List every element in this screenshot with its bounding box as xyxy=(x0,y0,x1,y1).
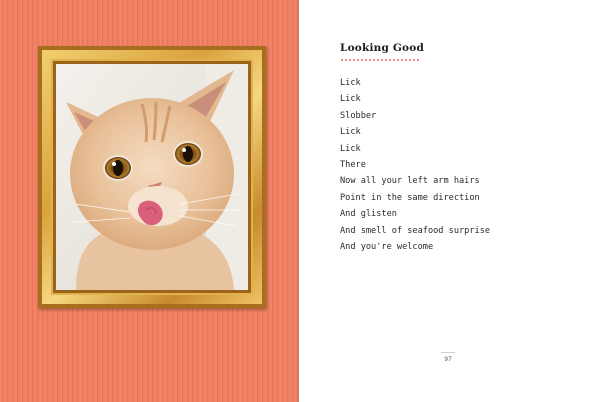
right-page xyxy=(299,0,600,402)
poem-line: Lick xyxy=(340,127,361,138)
poem-line: Slobber xyxy=(340,110,377,121)
page-number-rule xyxy=(441,352,455,353)
poem-line: And glisten xyxy=(340,209,397,220)
gold-picture-frame xyxy=(38,46,266,308)
cat-photo xyxy=(56,64,248,290)
page-number: 97 xyxy=(444,356,452,363)
poem-line: Now all your left arm hairs xyxy=(340,176,480,187)
poem-line: And smell of seafood surprise xyxy=(340,225,491,236)
page-title: Looking Good xyxy=(340,42,425,54)
left-page xyxy=(0,0,299,402)
frame-inner-border xyxy=(53,61,251,293)
poem-line: There xyxy=(340,159,366,170)
poem-line: Point in the same direction xyxy=(340,192,480,203)
poem-line: And you're welcome xyxy=(340,241,434,252)
poem xyxy=(340,75,490,255)
poem-line: Lick xyxy=(340,78,361,88)
poem-line: Lick xyxy=(340,143,361,154)
poem-line: Lick xyxy=(340,94,361,105)
dotted-title-rule xyxy=(340,59,420,61)
